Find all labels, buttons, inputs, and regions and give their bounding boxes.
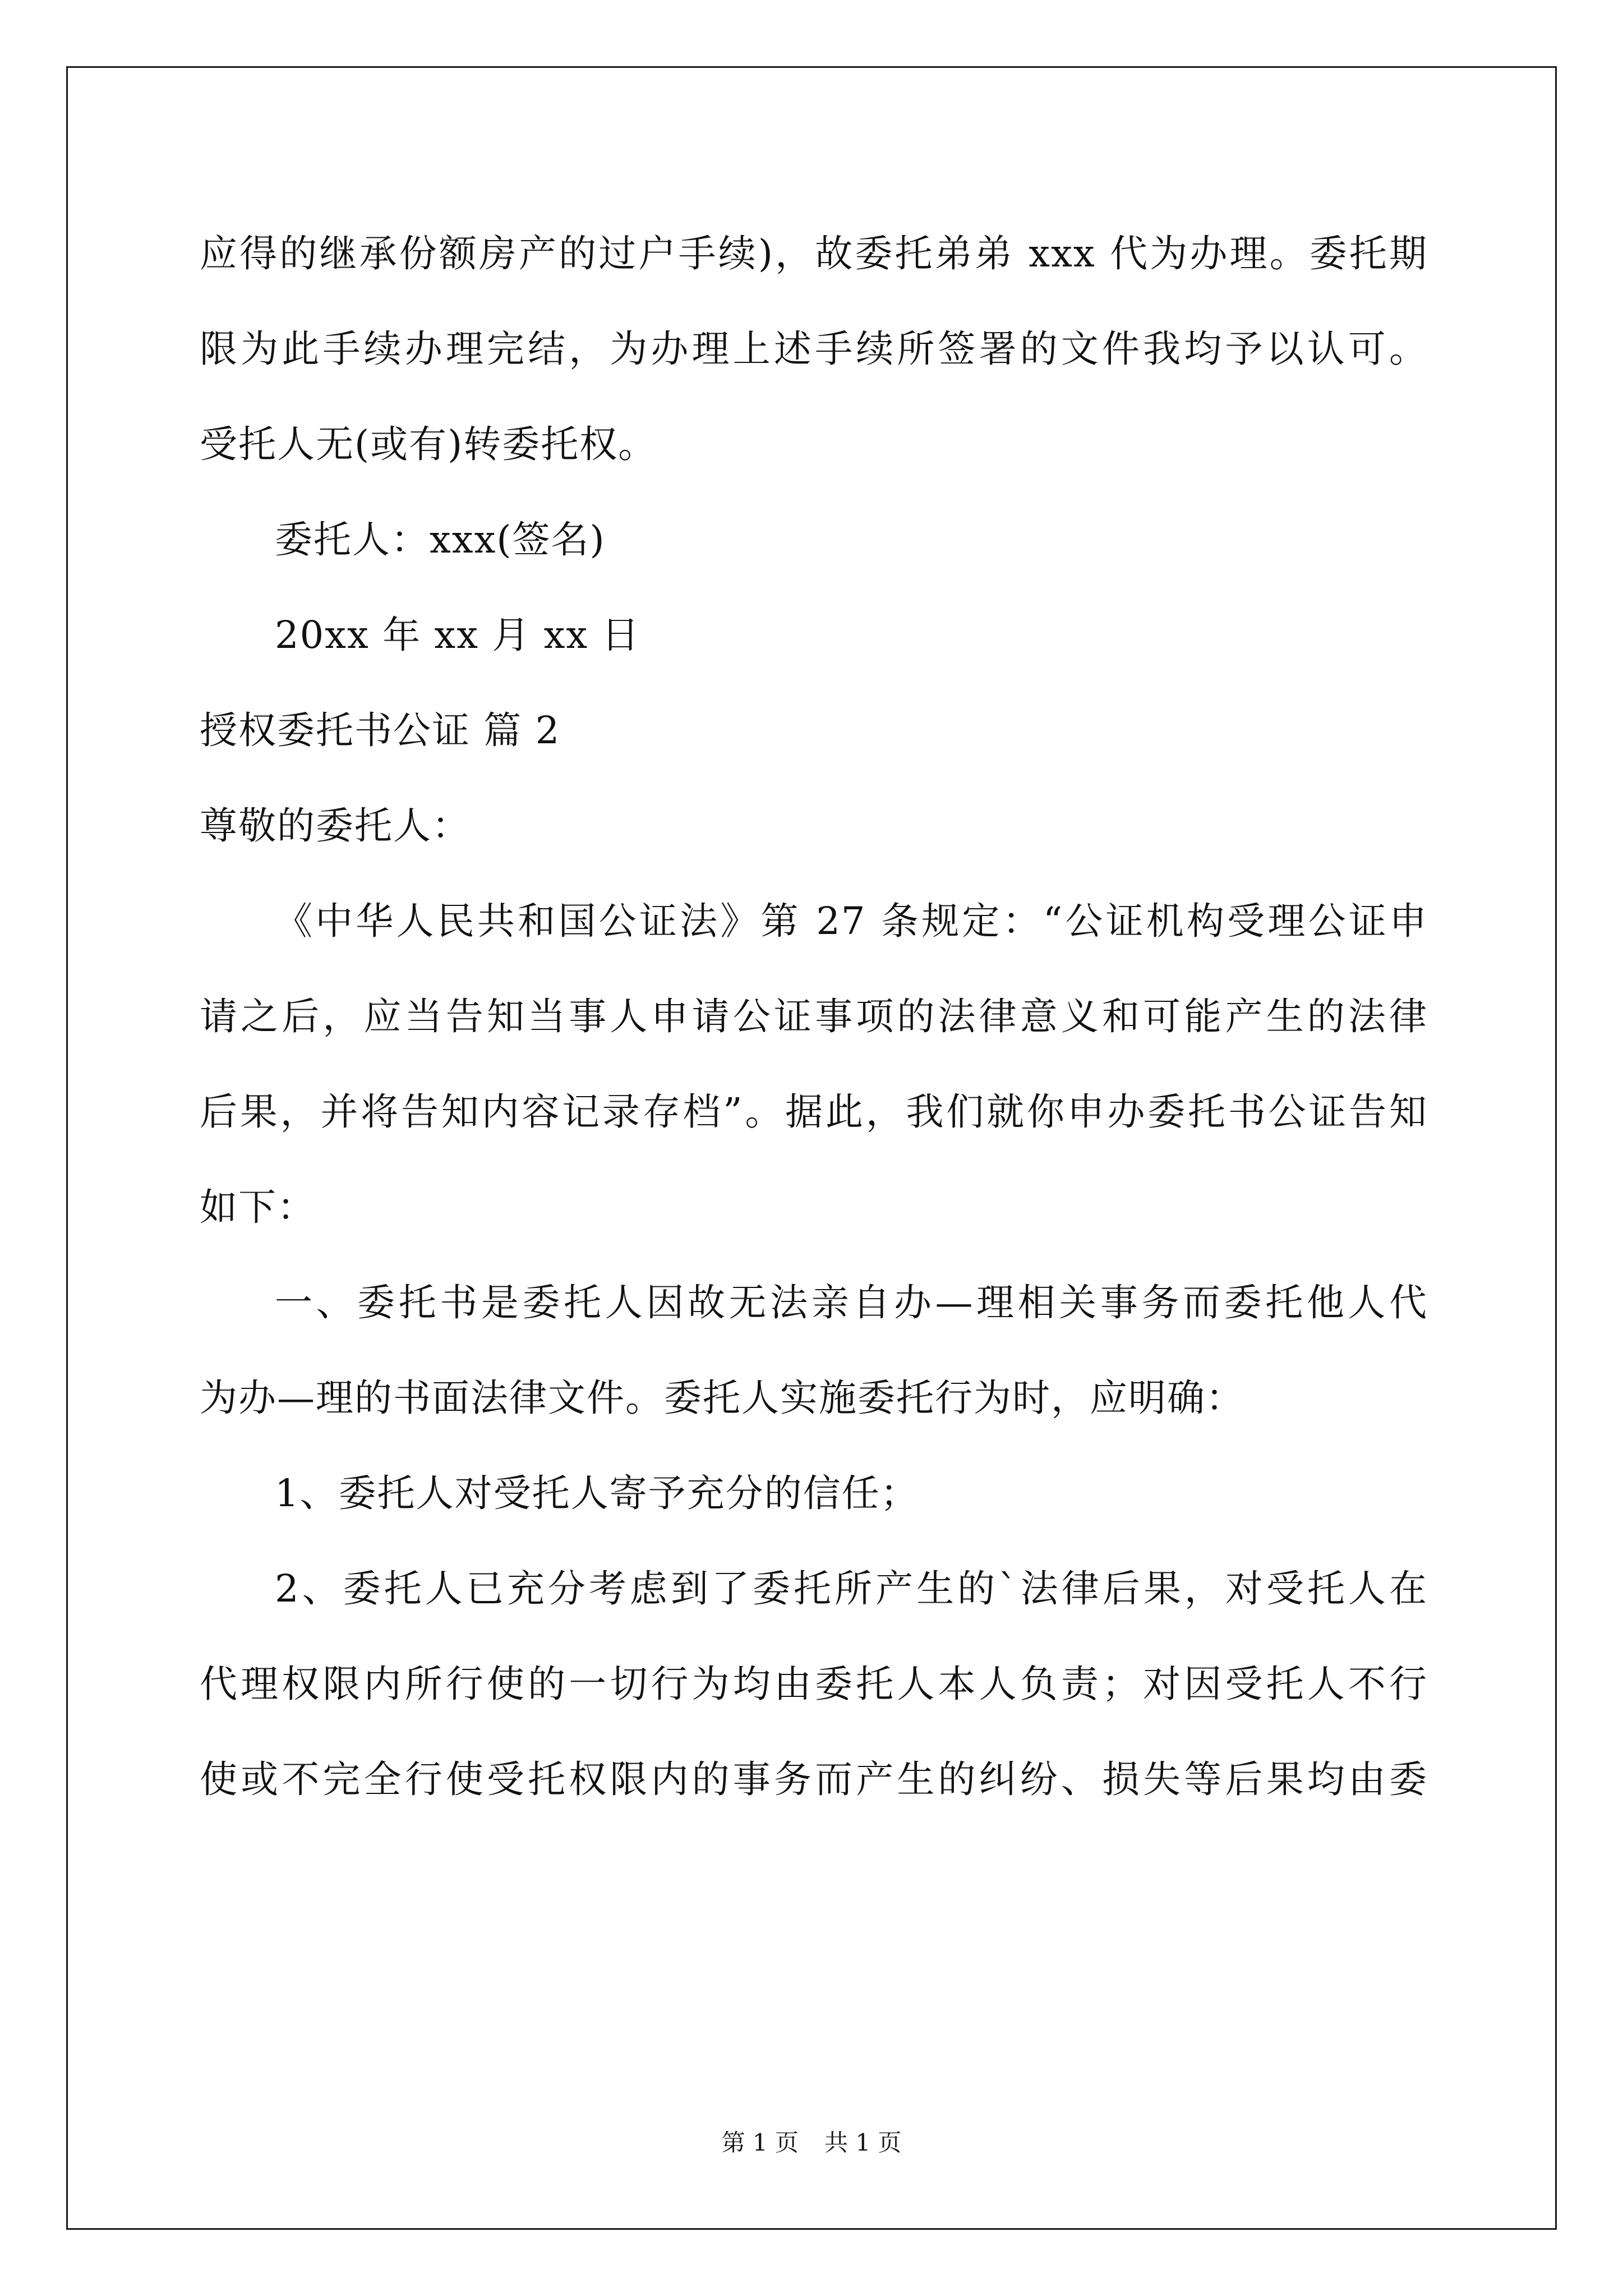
- paragraph-line: 代理权限内所行使的一切行为均由委托人本人负责；对因受托人不行: [200, 1662, 1428, 1706]
- page-border: [66, 66, 1557, 2230]
- page-footer: [0, 2127, 1623, 2159]
- paragraph-line: 为办—理的书面法律文件。委托人实施委托行为时，应明确：: [200, 1376, 1244, 1420]
- paragraph-line: 一、委托书是委托人因故无法亲自办—理相关事务而委托他人代: [275, 1281, 1428, 1324]
- section-heading: 授权委托书公证 篇 2: [200, 708, 561, 752]
- paragraph-line: 使或不完全行使受托权限内的事务而产生的纠纷、损失等后果均由委: [200, 1757, 1428, 1801]
- paragraph-line: 请之后，应当告知当事人申请公证事项的法律意义和可能产生的法律: [200, 995, 1428, 1038]
- paragraph-line: 受托人无(或有)转委托权。: [200, 422, 657, 466]
- paragraph-line: 如下：: [200, 1185, 316, 1229]
- list-item: 2、委托人已充分考虑到了委托所产生的`法律后果，对受托人在: [275, 1567, 1428, 1611]
- page-number: 第 1 页: [721, 2129, 799, 2156]
- paragraph-line: 限为此手续办理完结，为办理上述手续所签署的文件我均予以认可。: [200, 327, 1428, 371]
- paragraph-line: 应得的继承份额房产的过户手续)，故委托弟弟 xxx 代为办理。委托期: [200, 232, 1428, 275]
- paragraph-line: 后果，并将告知内容记录存档”。据此，我们就你申办委托书公证告知: [200, 1090, 1428, 1134]
- salutation: 尊敬的委托人：: [200, 804, 471, 848]
- paragraph-line: 《中华人民共和国公证法》第 27 条规定：“公证机构受理公证申: [275, 899, 1428, 943]
- signature-line: 委托人：xxx(签名): [275, 518, 606, 562]
- page-total: 共 1 页: [824, 2129, 902, 2156]
- list-item: 1、委托人对受托人寄予充分的信任；: [275, 1471, 919, 1515]
- date-line: 20xx 年 xx 月 xx 日: [275, 613, 640, 657]
